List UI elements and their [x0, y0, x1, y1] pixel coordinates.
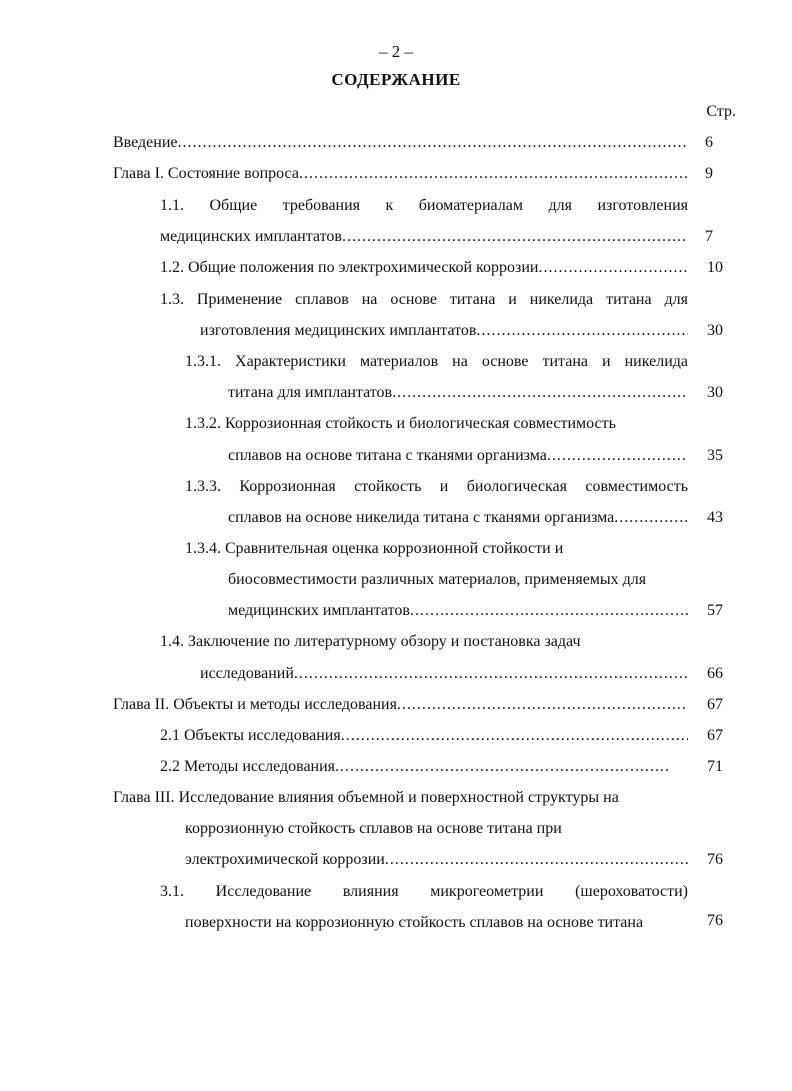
- toc-entry-text: 1.2. Общие положения по электрохимической коррозии: [160, 259, 539, 276]
- toc-entry-text: сплавов на основе титана с тканями организма: [228, 447, 547, 464]
- toc-entry-page: 6: [705, 134, 713, 151]
- toc-entry-1-3-3-line1[interactable]: 1.3.3. Коррозионная стойкость и биологическая совместимость: [185, 478, 688, 495]
- toc-entry-page: 66: [707, 665, 723, 682]
- toc-entry-text: 2.2 Методы исследования: [160, 758, 336, 775]
- page-number: – 2 –: [379, 42, 413, 61]
- toc-entry-1-3-4-line2[interactable]: биосовместимости различных материалов, применяемых для: [228, 571, 647, 588]
- toc-entry-text: Глава II. Объекты и методы исследования: [113, 696, 397, 713]
- toc-entry-page: 67: [707, 727, 723, 744]
- toc-entry-1-3-2-line2[interactable]: [228, 446, 688, 466]
- toc-entry-introduction[interactable]: [113, 133, 688, 153]
- toc-entry-1-4-line2[interactable]: [200, 664, 688, 684]
- toc-entry-text: электрохимической коррозии: [185, 851, 385, 868]
- toc-entry-1-1-line2[interactable]: [160, 227, 688, 247]
- toc-entry-text: 2.1 Объекты исследования: [160, 727, 341, 744]
- page-title: СОДЕРЖАНИЕ: [331, 70, 461, 89]
- toc-entry-1-3-4-line3[interactable]: [228, 601, 688, 621]
- toc-entry-chapter-3-line2[interactable]: коррозионную стойкость сплавов на основе титана при: [185, 820, 562, 837]
- toc-entry-text: медицинских имплантатов: [160, 228, 342, 245]
- toc-entry-page: 30: [707, 322, 723, 339]
- toc-entry-1-3-line1[interactable]: 1.3. Применение сплавов на основе титана и никелида титана для: [160, 291, 688, 308]
- toc-entry-1-3-3-line2[interactable]: [228, 508, 688, 528]
- toc-entry-2-2[interactable]: [160, 757, 670, 777]
- toc-entry-text: Введение: [113, 134, 178, 151]
- toc-entry-page: 7: [705, 228, 713, 245]
- toc-entry-1-4-line1[interactable]: 1.4. Заключение по литературному обзору и постановка задач: [160, 633, 581, 650]
- toc-entry-1-3-2-line1[interactable]: 1.3.2. Коррозионная стойкость и биологическая совместимость: [185, 415, 616, 432]
- toc-entry-page: 76: [707, 912, 723, 929]
- toc-entry-page: 30: [707, 384, 723, 401]
- toc-entry-3-1-line2[interactable]: поверхности на коррозионную стойкость сплавов на основе титана: [185, 914, 644, 931]
- toc-entry-page: 35: [707, 447, 723, 464]
- toc-entry-text: Глава I. Состояние вопроса: [113, 165, 299, 182]
- toc-entry-chapter-3-line3[interactable]: [185, 850, 688, 870]
- toc-entry-1-2[interactable]: [160, 258, 688, 278]
- toc-entry-text: сплавов на основе никелида титана с тканями организма: [228, 509, 615, 526]
- toc-entry-1-1-line1[interactable]: 1.1. Общие требования к биоматериалам для изготовления: [160, 197, 688, 214]
- page-column-label: Стр.: [706, 103, 736, 120]
- toc-entry-3-1-line1[interactable]: 3.1. Исследование влияния микрогеометрии (шероховатости): [160, 883, 688, 900]
- toc-entry-page: 76: [707, 851, 723, 868]
- toc-entry-chapter-3-line1[interactable]: Глава III. Исследование влияния объемной и поверхностной структуры на: [113, 789, 619, 806]
- toc-entry-chapter-2[interactable]: [113, 695, 688, 715]
- toc-entry-page: 67: [707, 696, 723, 713]
- toc-entry-1-3-4-line1[interactable]: 1.3.4. Сравнительная оценка коррозионной стойкости и: [185, 540, 564, 557]
- toc-entry-page: 71: [707, 758, 723, 775]
- toc-entry-1-3-1-line2[interactable]: [228, 383, 688, 403]
- toc-entry-text: исследований: [200, 665, 294, 682]
- toc-entry-page: 57: [707, 602, 723, 619]
- toc-entry-1-3-1-line1[interactable]: 1.3.1. Характеристики материалов на основе титана и никелида: [185, 353, 688, 370]
- toc-entry-text: изготовления медицинских имплантатов: [200, 322, 477, 339]
- toc-entry-1-3-line2[interactable]: [200, 321, 688, 341]
- toc-entry-page: 43: [707, 509, 723, 526]
- toc-entry-text: титана для имплантатов: [228, 384, 393, 401]
- toc-entry-page: 10: [707, 259, 723, 276]
- toc-entry-2-1[interactable]: [160, 726, 688, 746]
- toc-entry-page: 9: [705, 165, 713, 182]
- toc-entry-chapter-1[interactable]: [113, 164, 688, 184]
- toc-entry-text: медицинских имплантатов: [228, 602, 410, 619]
